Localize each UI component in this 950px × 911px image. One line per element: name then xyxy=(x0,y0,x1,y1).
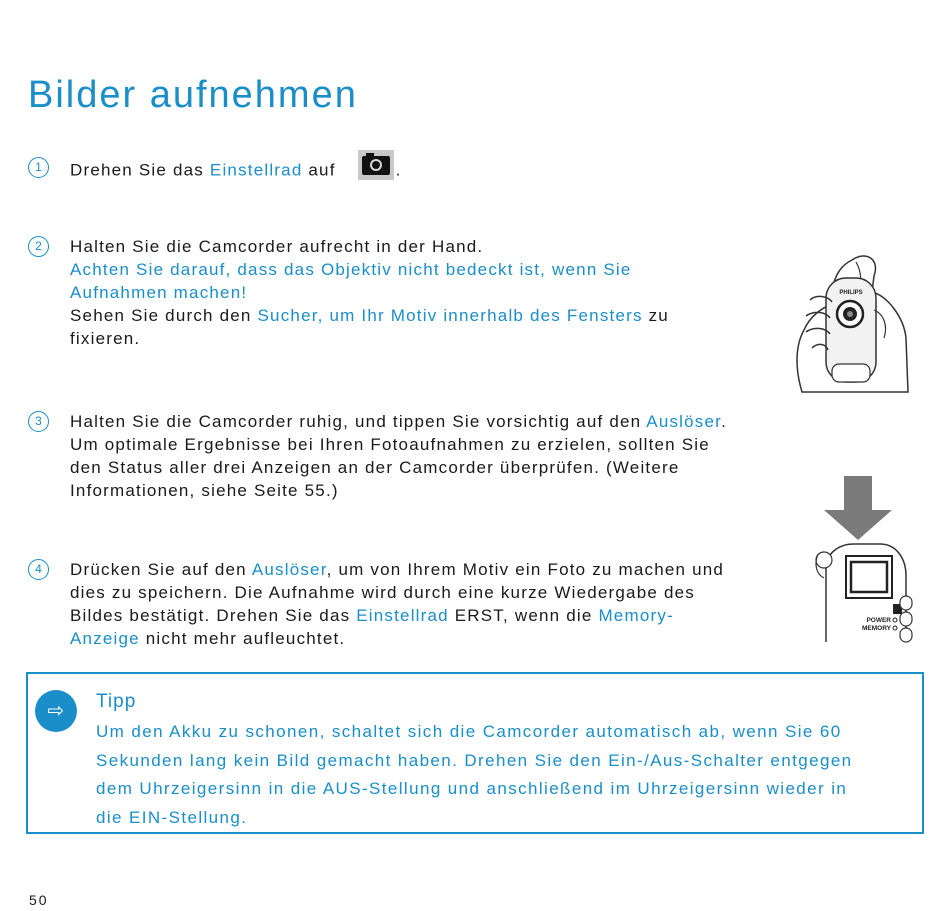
step-number: 2 xyxy=(28,236,49,257)
tip-line: Um den Akku zu schonen, schaltet sich die Camcorder automatisch ab, wenn Sie 60 xyxy=(96,722,842,741)
page-number: 50 xyxy=(29,892,49,908)
text-line: Halten Sie die Camcorder ruhig, und tippen Sie vorsichtig auf den Auslöser. xyxy=(70,412,728,431)
text-line: Sehen Sie durch den Sucher, um Ihr Motiv innerhalb des Fensters zu xyxy=(70,306,669,325)
text-line: Aufnahmen machen! xyxy=(70,283,248,302)
power-label: POWER xyxy=(866,617,891,624)
text-line: Bildes bestätigt. Drehen Sie das Einstellrad ERST, wenn die Memory- xyxy=(70,606,674,625)
text-line: Um optimale Ergebnisse bei Ihren Fotoaufnahmen zu erzielen, sollten Sie xyxy=(70,435,710,454)
tip-line: die EIN-Stellung. xyxy=(96,807,248,827)
step-number: 3 xyxy=(28,411,49,432)
text-line: Anzeige nicht mehr aufleuchtet. xyxy=(70,629,346,648)
arrow-right-icon: ⇨ xyxy=(35,690,77,732)
tip-line: Sekunden lang kein Bild gemacht haben. Drehen Sie den Ein-/Aus-Schalter entgegen xyxy=(96,750,853,770)
step-number: 1 xyxy=(28,157,49,178)
text-line: Drücken Sie auf den Auslöser, um von Ihrem Motiv ein Foto zu machen und xyxy=(70,560,725,579)
text-line: Achten Sie darauf, dass das Objektiv nicht bedeckt ist, wenn Sie xyxy=(70,260,632,279)
page-title: Bilder aufnehmen xyxy=(28,74,358,116)
memory-label: MEMORY xyxy=(861,625,891,632)
hand-holding-camcorder-illustration xyxy=(792,252,910,394)
press-arrow-icon xyxy=(824,476,892,540)
step-text xyxy=(70,558,724,650)
tip-line: dem Uhrzeigersinn in die AUS-Stellung und anschließend im Uhrzeigersinn wieder in xyxy=(96,779,848,798)
brand-text: PHILIPS xyxy=(839,290,863,296)
text-line: Informationen, siehe Seite 55.) xyxy=(70,481,339,500)
camera-mode-icon xyxy=(358,150,394,180)
tip-title: Tipp xyxy=(96,691,137,712)
text-line: den Status aller drei Anzeigen an der Camcorder überprüfen. (Weitere xyxy=(70,458,680,477)
text-line: dies zu speichern. Die Aufnahme wird durch eine kurze Wiedergabe des xyxy=(70,583,695,602)
step-number: 4 xyxy=(28,559,49,580)
text-line: Halten Sie die Camcorder aufrecht in der Hand. xyxy=(70,237,484,256)
step-text: Drehen Sie das Einstellrad auf . xyxy=(70,156,402,186)
step-text xyxy=(70,410,727,502)
text-line: fixieren. xyxy=(70,329,141,348)
camcorder-top-illustration xyxy=(808,472,914,644)
step-text xyxy=(70,235,669,350)
tip-box xyxy=(26,672,924,834)
tip-body xyxy=(96,718,853,832)
